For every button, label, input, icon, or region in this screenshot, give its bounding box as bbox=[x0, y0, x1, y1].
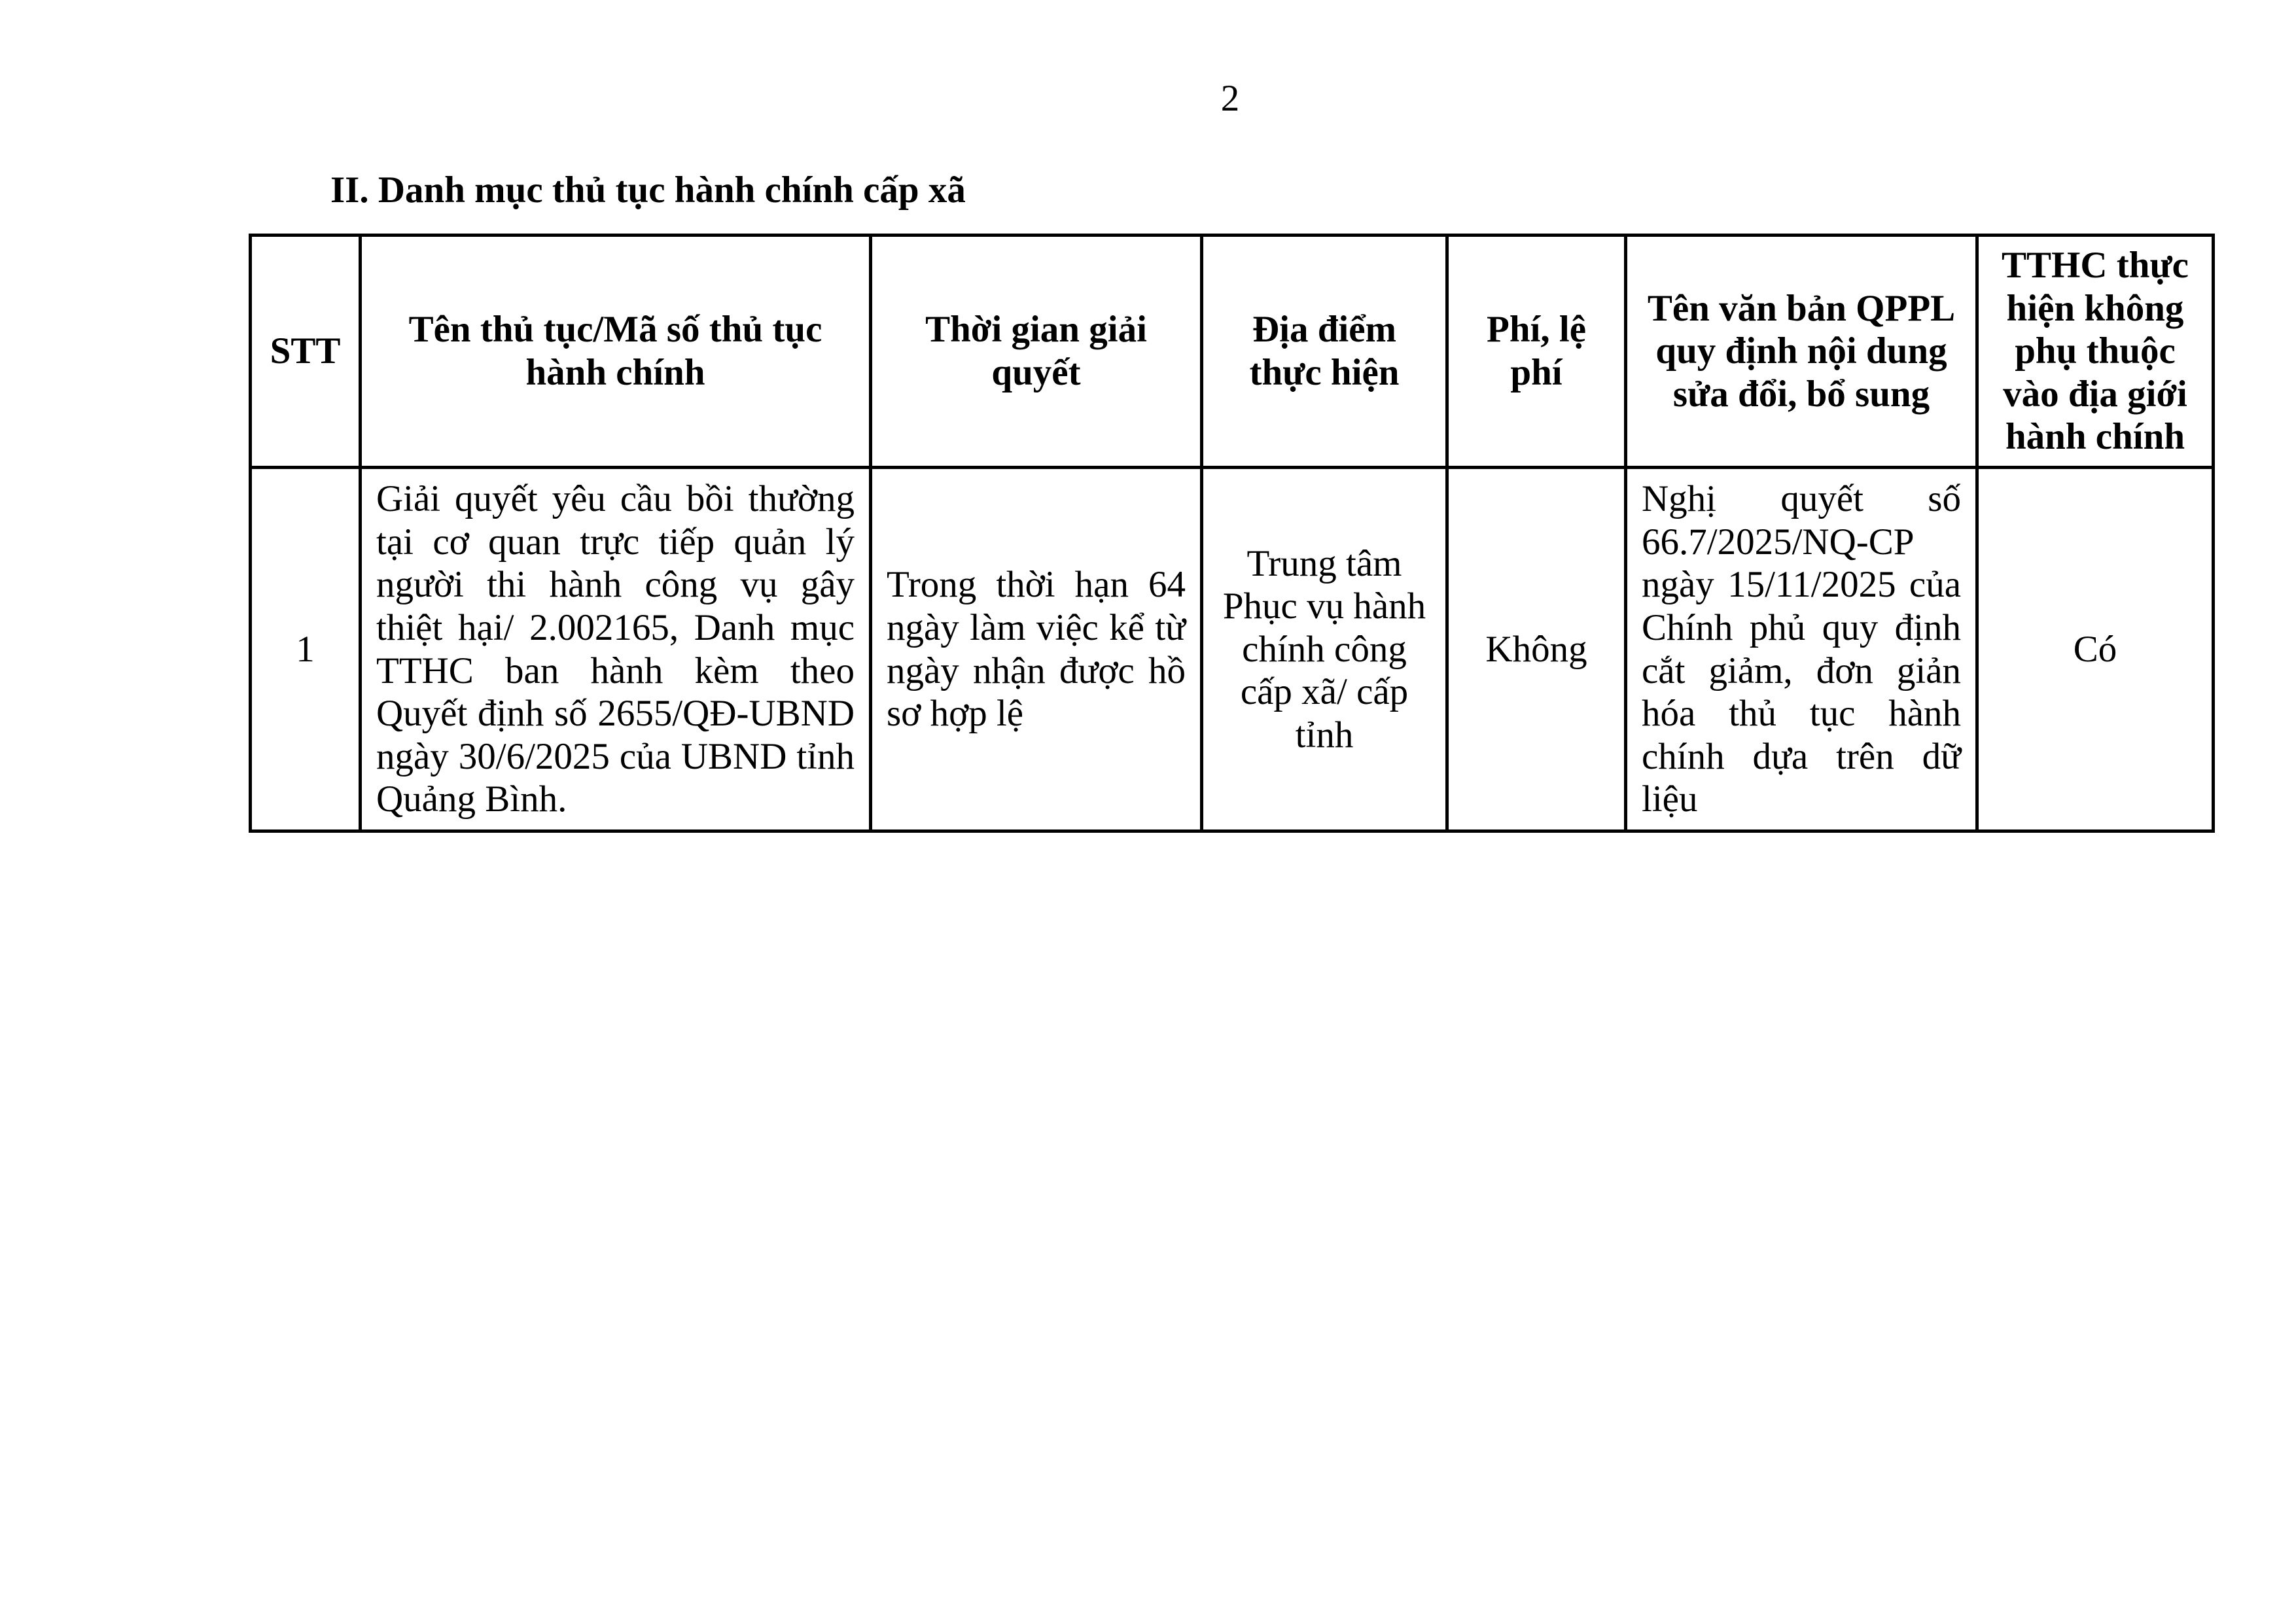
page-number: 2 bbox=[1220, 78, 1240, 119]
header-procedure-name: Tên thủ tục/Mã số thủ tục hành chính bbox=[361, 236, 871, 468]
header-location: Địa điểm thực hiện bbox=[1202, 236, 1447, 468]
header-boundary-independent: TTHC thực hiện không phụ thuộc vào địa giới hành chính bbox=[1977, 236, 2214, 468]
header-processing-time: Thời gian giải quyết bbox=[871, 236, 1202, 468]
cell-procedure-name: Giải quyết yêu cầu bồi thường tại cơ quan trực tiếp quản lý người thi hành công vụ gây thiệt hại/ 2.002165, Danh mục TTHC ban hành kèm theo Quyết định số 2655/QĐ-UBND ngày 30/6/2025 của UBND tỉnh Quảng Bình. bbox=[361, 468, 871, 831]
table-header-row bbox=[251, 236, 2214, 468]
cell-fees: Không bbox=[1447, 468, 1626, 831]
header-fees: Phí, lệ phí bbox=[1447, 236, 1626, 468]
header-legal-document: Tên văn bản QPPL quy định nội dung sửa đổi, bổ sung bbox=[1626, 236, 1977, 468]
cell-stt: 1 bbox=[251, 468, 361, 831]
cell-boundary-independent: Có bbox=[1977, 468, 2214, 831]
cell-location: Trung tâm Phục vụ hành chính công cấp xã/ cấp tỉnh bbox=[1202, 468, 1447, 831]
header-stt: STT bbox=[251, 236, 361, 468]
document-page bbox=[249, 0, 2212, 833]
section-heading: II. Danh mục thủ tục hành chính cấp xã bbox=[330, 169, 966, 211]
cell-legal-document: Nghị quyết số 66.7/2025/NQ-CP ngày 15/11/2025 của Chính phủ quy định cắt giảm, đơn giản hóa thủ tục hành chính dựa trên dữ liệu bbox=[1626, 468, 1977, 831]
procedures-table bbox=[249, 234, 2215, 833]
cell-processing-time: Trong thời hạn 64 ngày làm việc kể từ ngày nhận được hồ sơ hợp lệ bbox=[871, 468, 1202, 831]
table-row bbox=[251, 468, 2214, 831]
